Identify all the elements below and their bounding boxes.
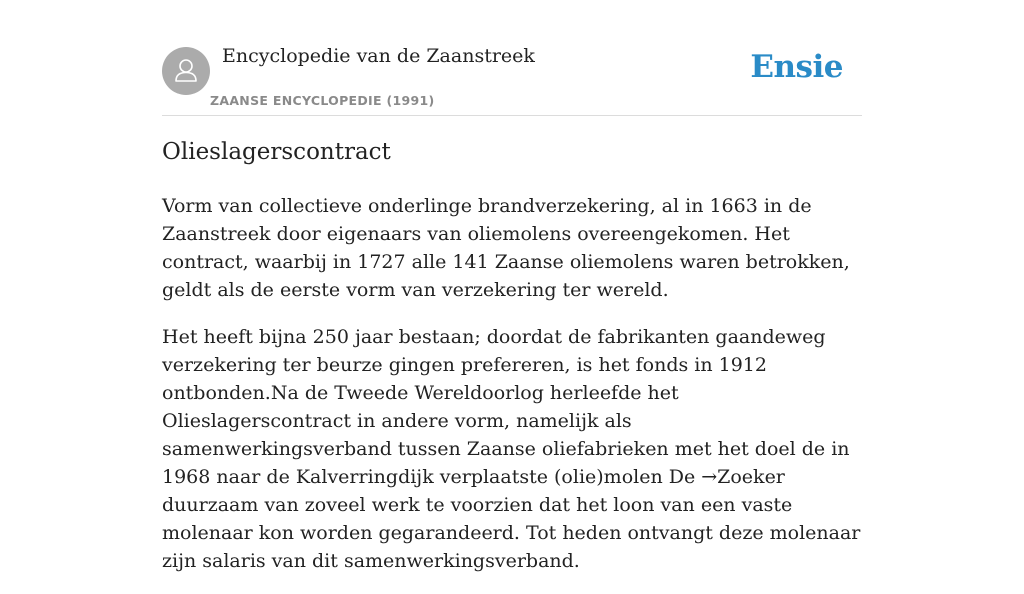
article-title: Olieslagerscontract: [162, 139, 391, 165]
page: [162, 0, 862, 572]
user-placeholder-icon: [162, 47, 210, 95]
brand-logo[interactable]: Ensie: [750, 49, 843, 85]
paragraph: [162, 323, 862, 575]
paragraph-text: duurzaam van zoveel werk te voorzien dat het loon van een vaste molenaar kon worden gegarandeerd. Tot heden ontvangt deze molenaar zijn salaris van dit samenwerkingsverband.: [162, 494, 861, 572]
source-subtitle: ZAANSE ENCYCLOPEDIE (1991): [210, 93, 435, 108]
source-title[interactable]: Encyclopedie van de Zaanstreek: [222, 45, 535, 67]
paragraph: Vorm van collectieve onderlinge brandverzekering, al in 1663 in de Zaanstreek door eigenaars van oliemolens overeengekomen. Het contract, waarbij in 1727 alle 141 Zaanse oliemolens waren betrokken, geldt als de eerste vorm van verzekering ter wereld.: [162, 195, 850, 301]
source-header: [162, 0, 862, 116]
article-body: [162, 192, 862, 594]
paragraph-text: Het heeft bijna 250 jaar bestaan; doordat de fabrikanten gaandeweg verzekering ter beurze gingen prefereren, is het fonds in 1912 ontbonden.Na de Tweede Wereldoorlog herleefde het Olieslagerscontract in andere vorm, namelijk als samenwerkingsverband tussen Zaanse oliefabrieken met het doel de in 1968 naar de Kalverringdijk verplaatste (olie)molen De: [162, 326, 850, 488]
cross-reference-link[interactable]: →Zoeker: [701, 466, 785, 488]
